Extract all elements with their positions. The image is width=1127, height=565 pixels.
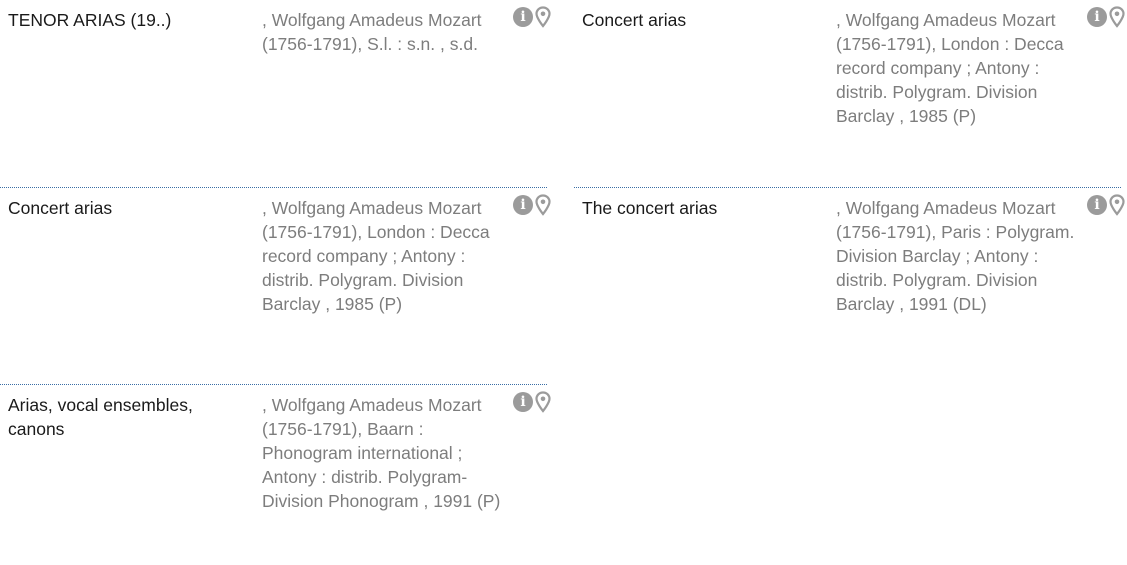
results-column-left bbox=[0, 0, 547, 565]
record-actions bbox=[513, 391, 551, 413]
record-actions bbox=[1087, 194, 1125, 216]
info-icon[interactable]: i bbox=[513, 7, 533, 27]
result-record bbox=[0, 0, 547, 188]
map-pin-icon[interactable] bbox=[1109, 194, 1125, 216]
record-details: , Wolfgang Amadeus Mozart (1756-1791), London : Decca record company ; Antony : distrib. Polygram. Division Barclay , 1985 (P) bbox=[836, 10, 1064, 126]
record-actions bbox=[1087, 6, 1125, 28]
record-details: , Wolfgang Amadeus Mozart (1756-1791), London : Decca record company ; Antony : distrib. Polygram. Division Barclay , 1985 (P) bbox=[262, 198, 490, 314]
map-pin-icon[interactable] bbox=[1109, 6, 1125, 28]
record-details: , Wolfgang Amadeus Mozart (1756-1791), S.l. : s.n. , s.d. bbox=[262, 10, 482, 54]
info-icon[interactable]: i bbox=[1087, 7, 1107, 27]
map-pin-icon[interactable] bbox=[535, 6, 551, 28]
record-title[interactable]: Concert arias bbox=[582, 10, 687, 30]
map-pin-icon[interactable] bbox=[535, 194, 551, 216]
record-details: , Wolfgang Amadeus Mozart (1756-1791), Baarn : Phonogram international ; Antony : distrib. Polygram-Division Phonogram , 1991 (P) bbox=[262, 395, 501, 511]
record-title[interactable]: Concert arias bbox=[8, 198, 113, 218]
info-icon[interactable]: i bbox=[513, 195, 533, 215]
record-title[interactable]: Arias, vocal ensembles, canons bbox=[8, 395, 193, 439]
result-record bbox=[574, 0, 1121, 188]
info-icon[interactable]: i bbox=[513, 392, 533, 412]
results-column-right bbox=[574, 0, 1121, 385]
info-icon[interactable]: i bbox=[1087, 195, 1107, 215]
result-record bbox=[574, 188, 1121, 385]
record-title[interactable]: The concert arias bbox=[582, 198, 718, 218]
record-details: , Wolfgang Amadeus Mozart (1756-1791), Paris : Polygram. Division Barclay ; Antony : distrib. Polygram. Division Barclay , 1991 (DL) bbox=[836, 198, 1075, 314]
record-actions bbox=[513, 194, 551, 216]
result-record bbox=[0, 385, 547, 565]
record-title[interactable]: TENOR ARIAS (19..) bbox=[8, 10, 172, 30]
record-actions bbox=[513, 6, 551, 28]
result-record bbox=[0, 188, 547, 385]
map-pin-icon[interactable] bbox=[535, 391, 551, 413]
